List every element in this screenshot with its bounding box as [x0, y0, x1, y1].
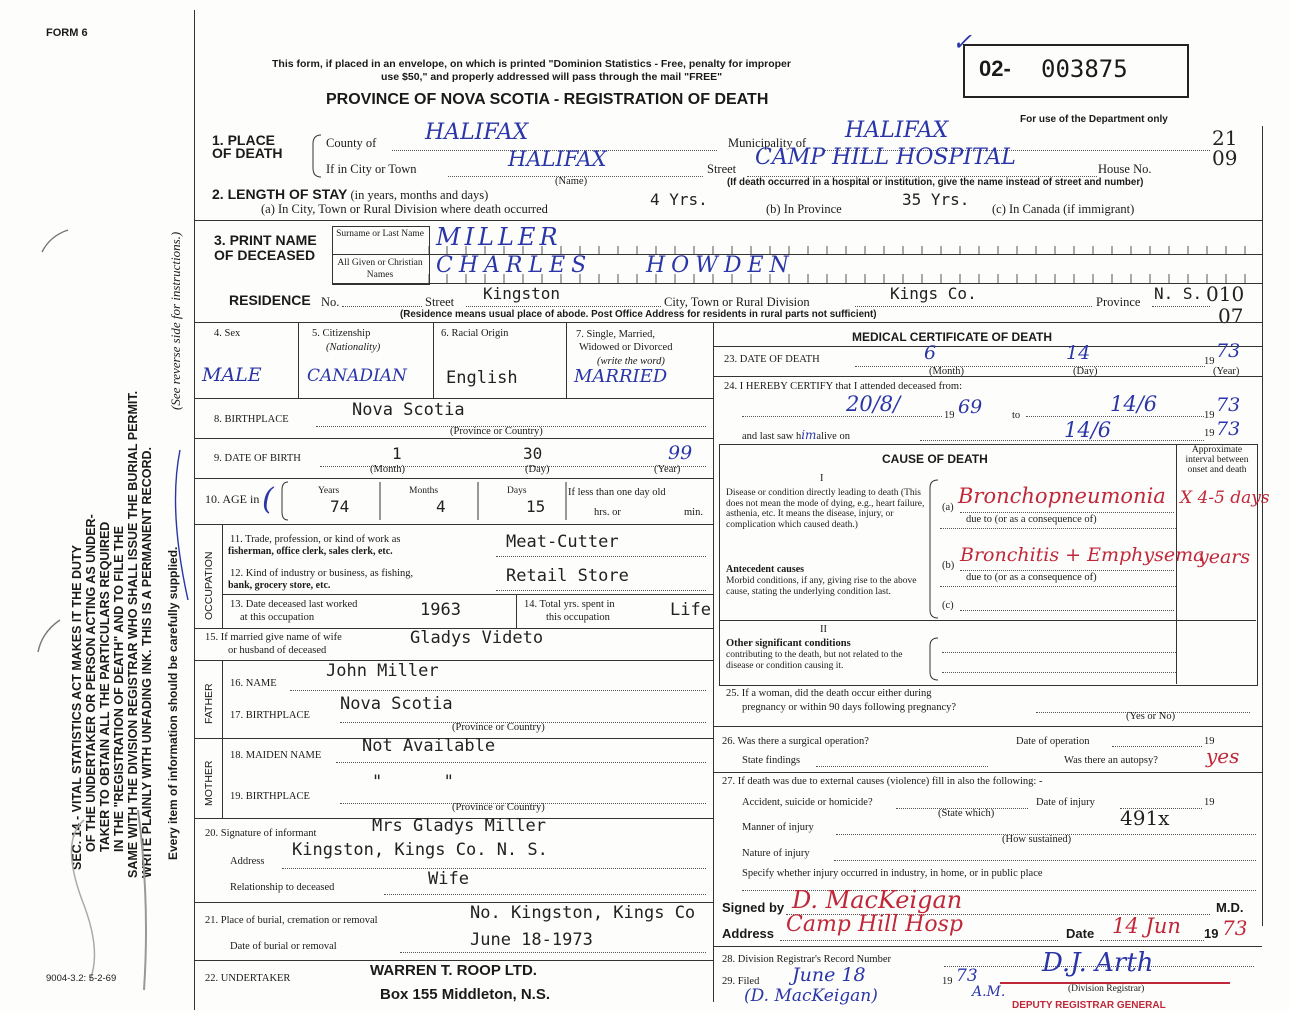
part-one-label: I [820, 473, 824, 484]
house-label: House No. [1098, 162, 1152, 176]
how-sustained: (How sustained) [1002, 834, 1072, 845]
age-bracket-mark: ( [262, 482, 274, 517]
dob-day: 30 [523, 444, 543, 463]
industry-value: Retail Store [506, 566, 629, 586]
father-name: John Miller [326, 661, 439, 681]
county-value: HALIFAX [425, 120, 529, 145]
other-note: contributing to the death, but not related to the disease or condition causing it. [726, 650, 903, 671]
manner-label: Manner of injury [742, 822, 814, 833]
length-stay-label: 2. LENGTH OF STAY [212, 186, 348, 202]
reg-prefix: 02- [979, 56, 1011, 81]
informant-sig: Mrs Gladys Miller [372, 816, 546, 836]
dod-year-lbl: (Year) [1213, 366, 1240, 377]
industry-label-2: bank, grocery store, etc. [228, 580, 331, 591]
deputy-registrar: DEPUTY REGISTRAR GENERAL [1012, 1000, 1166, 1011]
last-saw-year: 73 [1216, 418, 1241, 440]
citizenship-note: (Nationality) [326, 342, 381, 353]
part-two-label: II [820, 624, 827, 635]
filed-year-prefix: 19 [942, 976, 953, 987]
spouse-label-1: 15. If married give name of wife [205, 632, 342, 643]
injury-year-prefix: 19 [1204, 797, 1215, 808]
given-names-label: All Given or Christian Names [337, 258, 423, 280]
registration-number-box [963, 44, 1189, 98]
attend-to-prefix: 19 [1204, 410, 1215, 421]
birthplace-label: 8. BIRTHPLACE [214, 414, 289, 425]
mail-notice-1: This form, if placed in an envelope, on which is printed "Dominion Statistics - Free, penalty for improper [272, 58, 791, 70]
street-label: Street [707, 162, 737, 176]
certify-label: 24. I HEREBY CERTIFY that I attended deceased from: [724, 381, 962, 392]
racial-label: 6. Racial Origin [441, 328, 509, 339]
citizenship-label: 5. Citizenship [312, 328, 371, 339]
medical-heading: MEDICAL CERTIFICATE OF DEATH [852, 330, 1052, 344]
undertaker-line-1: WARREN T. ROOP LTD. [370, 962, 537, 979]
print-code: 9004-3.2: 5-2-69 [46, 973, 117, 984]
side-instruction-1: SEC. 14 - VITAL STATISTICS ACT MAKES IT THE DUTY [70, 544, 84, 870]
deceased-name-label: 3. PRINT NAME OF DECEASED [214, 232, 317, 263]
attend-from-year: 69 [958, 396, 983, 418]
cause-a-lbl: (a) [942, 502, 954, 513]
dod-day-lbl: (Day) [1073, 366, 1098, 377]
side-instruction-4: IN THE "REGISTRATION OF DEATH" AND TO FILE THE [112, 526, 126, 852]
due-to-2: due to (or as a consequence of) [966, 572, 1097, 583]
filed-note: A.M. [972, 984, 1006, 1000]
spouse-label-2: or husband of deceased [228, 645, 327, 656]
dept-code-4: 07 [1218, 304, 1244, 328]
cert-year-prefix: 19 [1204, 926, 1219, 941]
given-name-1: CHARLES [436, 253, 593, 278]
nature-label: Nature of injury [742, 848, 810, 859]
mother-side-label: MOTHER [203, 760, 215, 806]
dod-year-prefix: 19 [1204, 356, 1215, 367]
residence-city: Kings Co. [890, 284, 977, 303]
interval-b-value: years [1198, 546, 1251, 568]
due-to-1: due to (or as a consequence of) [966, 514, 1097, 525]
marital-label-2: Widowed or Divorced [579, 342, 673, 353]
filed-date: June 18 [792, 964, 866, 986]
attend-from-prefix: 19 [944, 410, 955, 421]
form-number: FORM 6 [46, 27, 88, 39]
place-of-death-label: 1. PLACE OF DEATH [212, 132, 283, 161]
margin-number: 491x [1120, 806, 1170, 830]
dob-label: 9. DATE OF BIRTH [214, 453, 301, 464]
autopsy-value: yes [1206, 744, 1240, 768]
q27-label: 27. If death was due to external causes (violence) fill in also the following: - [722, 776, 1043, 787]
marital-value: MARRIED [574, 366, 668, 387]
dept-code-2: 09 [1212, 146, 1238, 170]
cause-b-lbl: (b) [942, 560, 955, 571]
given-name-2: HOWDEN [646, 253, 795, 278]
dob-year: 99 [668, 442, 693, 464]
undertaker-label: 22. UNDERTAKER [205, 973, 291, 984]
age-months-lbl: Months [409, 486, 439, 496]
findings-label: State findings [742, 755, 801, 766]
marital-label-1: 7. Single, Married, [576, 329, 656, 340]
last-saw-text: and last saw h [742, 431, 802, 442]
last-worked-label-2: at this occupation [240, 612, 315, 623]
trade-value: Meat-Cutter [506, 532, 619, 552]
marital-label-3: (write the word) [597, 356, 665, 367]
age-years-lbl: Years [318, 486, 340, 496]
side-instruction-8: (See reverse side for instructions.) [168, 231, 183, 410]
occupation-side-label: OCCUPATION [203, 551, 215, 620]
disease-label: Disease or condition directly leading to death (This does not mean the mode of dying, e.g., heart failure, asthenia, etc. It means the disease, injury, or complication which caused death.) [726, 488, 925, 530]
residence-city-label: City, Town or Rural Division [664, 295, 810, 309]
accident-label: Accident, suicide or homicide? [742, 797, 873, 808]
sex-label: 4. Sex [214, 328, 241, 339]
mother-birthplace-label: 19. BIRTHPLACE [230, 791, 310, 802]
stay-b-label: (b) In Province [766, 202, 842, 216]
municipality-value: HALIFAX [845, 118, 949, 143]
registrar-name: (D. MacKeigan) [744, 986, 878, 1006]
stay-b-value: 35 Yrs. [902, 190, 970, 209]
last-saw-prefix: 19 [1204, 428, 1215, 439]
total-years-label-2: this occupation [546, 612, 610, 623]
cause-b-value: Bronchitis + Emphysema [960, 544, 1205, 566]
attend-from-date: 20/8/ [846, 392, 901, 416]
dod-label: 23. DATE OF DEATH [724, 354, 820, 365]
side-instruction-5: SAME WITH THE DIVISION REGISTRAR WHO SHALL ISSUE THE BURIAL PERMIT. [126, 390, 140, 878]
antecedent-label: Antecedent causes [726, 564, 805, 575]
interval-a-value: X 4-5 days [1180, 488, 1270, 508]
industry-label-1: 12. Kind of industry or business, as fishing, [230, 568, 414, 579]
state-which: (State which) [938, 808, 995, 819]
last-saw-date: 14/6 [1064, 418, 1112, 442]
birthplace-note: (Province or Country) [450, 426, 543, 437]
filed-year: 73 [956, 966, 978, 986]
burial-value: No. Kingston, Kings Co [470, 903, 696, 923]
cert-date-label: Date [1066, 926, 1095, 941]
q25-label-1: 25. If a woman, did the death occur either during [726, 688, 932, 699]
age-days: 15 [526, 497, 546, 516]
mother-maiden-label: 18. MAIDEN NAME [230, 750, 322, 761]
signed-by-value: D. MacKeigan [792, 886, 963, 914]
spouse-value: Gladys Videto [410, 628, 544, 648]
city-value: HALIFAX [508, 147, 607, 171]
q29-label: 29. Filed [722, 976, 760, 987]
dob-year-lbl: (Year) [654, 464, 681, 475]
residence-label: RESIDENCE [229, 292, 311, 308]
total-years-label-1: 14. Total yrs. spent in [524, 599, 615, 610]
q26-date-label: Date of operation [1016, 736, 1090, 747]
burial-label: 21. Place of burial, cremation or removal [205, 915, 378, 926]
father-side-label: FATHER [203, 683, 215, 724]
antecedent-note: Morbid conditions, if any, giving rise to the above cause, stating the underlying condition last. [726, 576, 917, 597]
last-saw-text-2: alive on [816, 431, 850, 442]
dod-year: 73 [1216, 340, 1241, 362]
father-birthplace: Nova Scotia [340, 694, 453, 714]
stay-c-label: (c) In Canada (if immigrant) [992, 202, 1135, 216]
residence-province: N. S. [1154, 284, 1203, 303]
residence-street-label: Street [425, 295, 455, 309]
less-day-label: If less than one day old [568, 487, 666, 498]
mother-birthplace: " " [372, 772, 454, 792]
other-label: Other significant conditions [726, 638, 851, 649]
specify-label: Specify whether injury occurred in industry, in home, or in public place [742, 868, 1043, 879]
city-label: If in City or Town [326, 162, 417, 176]
attend-to-date: 14/6 [1110, 392, 1158, 416]
burial-date-label: Date of burial or removal [230, 941, 337, 952]
undertaker-line-2: Box 155 Middleton, N.S. [380, 986, 551, 1003]
doctor-address-label: Address [722, 926, 775, 941]
father-name-label: 16. NAME [230, 678, 277, 689]
stay-a-value: 4 Yrs. [650, 190, 708, 209]
total-years-value: Life [670, 600, 711, 620]
dod-day: 14 [1066, 342, 1091, 364]
mother-maiden: Not Available [362, 736, 496, 756]
dept-code-1: 21 [1212, 126, 1238, 150]
citizenship-value: CANADIAN [307, 366, 407, 386]
reg-number: 003875 [1041, 55, 1128, 83]
informant-sig-label: 20. Signature of informant [205, 828, 317, 839]
dob-month-lbl: (Month) [370, 464, 405, 475]
dept-code-3: 010 [1206, 282, 1245, 306]
hrs-label: hrs. or [594, 507, 621, 518]
margin-pencil-marks [20, 200, 190, 1000]
name-note: (Name) [555, 176, 588, 187]
check-mark: ✓ [952, 28, 973, 56]
q25-label-2: pregnancy or within 90 days following pregnancy? [742, 702, 957, 713]
q26-label: 26. Was there a surgical operation? [722, 736, 869, 747]
attend-to: to [1012, 410, 1021, 421]
md-label: M.D. [1216, 900, 1244, 915]
cause-heading: CAUSE OF DEATH [882, 452, 988, 466]
stay-a-label: (a) In City, Town or Rural Division where death occurred [261, 202, 548, 216]
registrar-signature: D.J. Arth [1042, 948, 1154, 978]
trade-label-2: fisherman, office clerk, sales clerk, etc. [228, 546, 393, 557]
side-instruction-6: WRITE PLAINLY WITH UNFADING INK. THIS IS A PERMANENT RECORD. [140, 446, 154, 878]
informant-address: Kingston, Kings Co. N. S. [292, 840, 548, 860]
residence-province-label: Province [1096, 295, 1141, 309]
residence-no-label: No. [321, 295, 340, 309]
father-bp-note: (Province or Country) [452, 722, 545, 733]
last-worked-label-1: 13. Date deceased last worked [230, 599, 358, 610]
trade-label-1: 11. Trade, profession, or kind of work as [230, 534, 401, 545]
relationship-label: Relationship to deceased [230, 882, 335, 893]
municipality-label: Municipality of [728, 136, 807, 150]
q28-label: 28. Division Registrar's Record Number [722, 954, 891, 965]
mother-bp-note: (Province or Country) [452, 802, 545, 813]
side-instruction-2: OF THE UNDERTAKER OR PERSON ACTING AS UNDER- [84, 514, 98, 852]
cause-a-value: Bronchopneumonia [958, 484, 1166, 508]
doctor-address: Camp Hill Hosp [786, 912, 963, 937]
sex-value: MALE [202, 364, 262, 386]
informant-address-label: Address [230, 856, 265, 867]
signed-by-label: Signed by [722, 900, 785, 915]
age-months: 4 [436, 497, 446, 516]
relationship-value: Wife [428, 869, 469, 889]
dod-month-lbl: (Month) [929, 366, 964, 377]
last-saw-label [742, 428, 850, 442]
last-worked-value: 1963 [420, 600, 461, 620]
cert-year: 73 [1222, 916, 1248, 940]
injury-date-label: Date of injury [1036, 797, 1095, 808]
mail-notice-2: use $50," and properly addressed will pass through the mail "FREE" [381, 71, 723, 83]
age-label: 10. AGE in [205, 492, 260, 506]
residence-note: (Residence means usual place of abode. Post Office Address for residents in rural parts not sufficient) [400, 309, 877, 320]
father-birthplace-label: 17. BIRTHPLACE [230, 710, 310, 721]
age-years: 74 [330, 497, 350, 516]
yes-no-note: (Yes or No) [1126, 711, 1176, 722]
street-value: CAMP HILL HOSPITAL [755, 145, 1016, 170]
birthplace-value: Nova Scotia [352, 400, 465, 420]
autopsy-label: Was there an autopsy? [1064, 755, 1158, 766]
surname-value: MILLER [436, 223, 562, 251]
interval-heading: Approximate interval between onset and death [1185, 445, 1249, 475]
q26-year-prefix: 19 [1204, 736, 1215, 747]
burial-date: June 18-1973 [470, 930, 593, 950]
registrar-label: (Division Registrar) [1068, 984, 1145, 994]
residence-street: Kingston [483, 284, 561, 303]
side-instruction-7: Every item of information should be carefully supplied. [166, 546, 180, 860]
form-title: PROVINCE OF NOVA SCOTIA - REGISTRATION OF DEATH [326, 91, 769, 108]
length-stay-label-wrap [212, 186, 488, 203]
length-stay-note: (in years, months and days) [350, 188, 489, 202]
side-instruction-3: TAKER TO OBTAIN ALL THE PARTICULARS REQUIRED [98, 521, 112, 852]
cause-c-lbl: (c) [942, 600, 954, 611]
surname-label: Surname or Last Name [336, 229, 424, 239]
age-days-lbl: Days [507, 486, 527, 496]
attend-to-year: 73 [1216, 394, 1241, 416]
hospital-note: (If death occurred in a hospital or institution, give the name instead of street and number) [727, 177, 1144, 188]
dept-use-label: For use of the Department only [1020, 114, 1168, 125]
dob-day-lbl: (Day) [525, 464, 550, 475]
dob-month: 1 [392, 444, 402, 463]
racial-value: English [446, 368, 518, 388]
min-label: min. [684, 507, 703, 518]
county-label: County of [326, 136, 377, 150]
dod-month: 6 [924, 342, 937, 364]
last-saw-hand: im [801, 428, 817, 442]
cert-date: 14 Jun [1112, 914, 1181, 938]
